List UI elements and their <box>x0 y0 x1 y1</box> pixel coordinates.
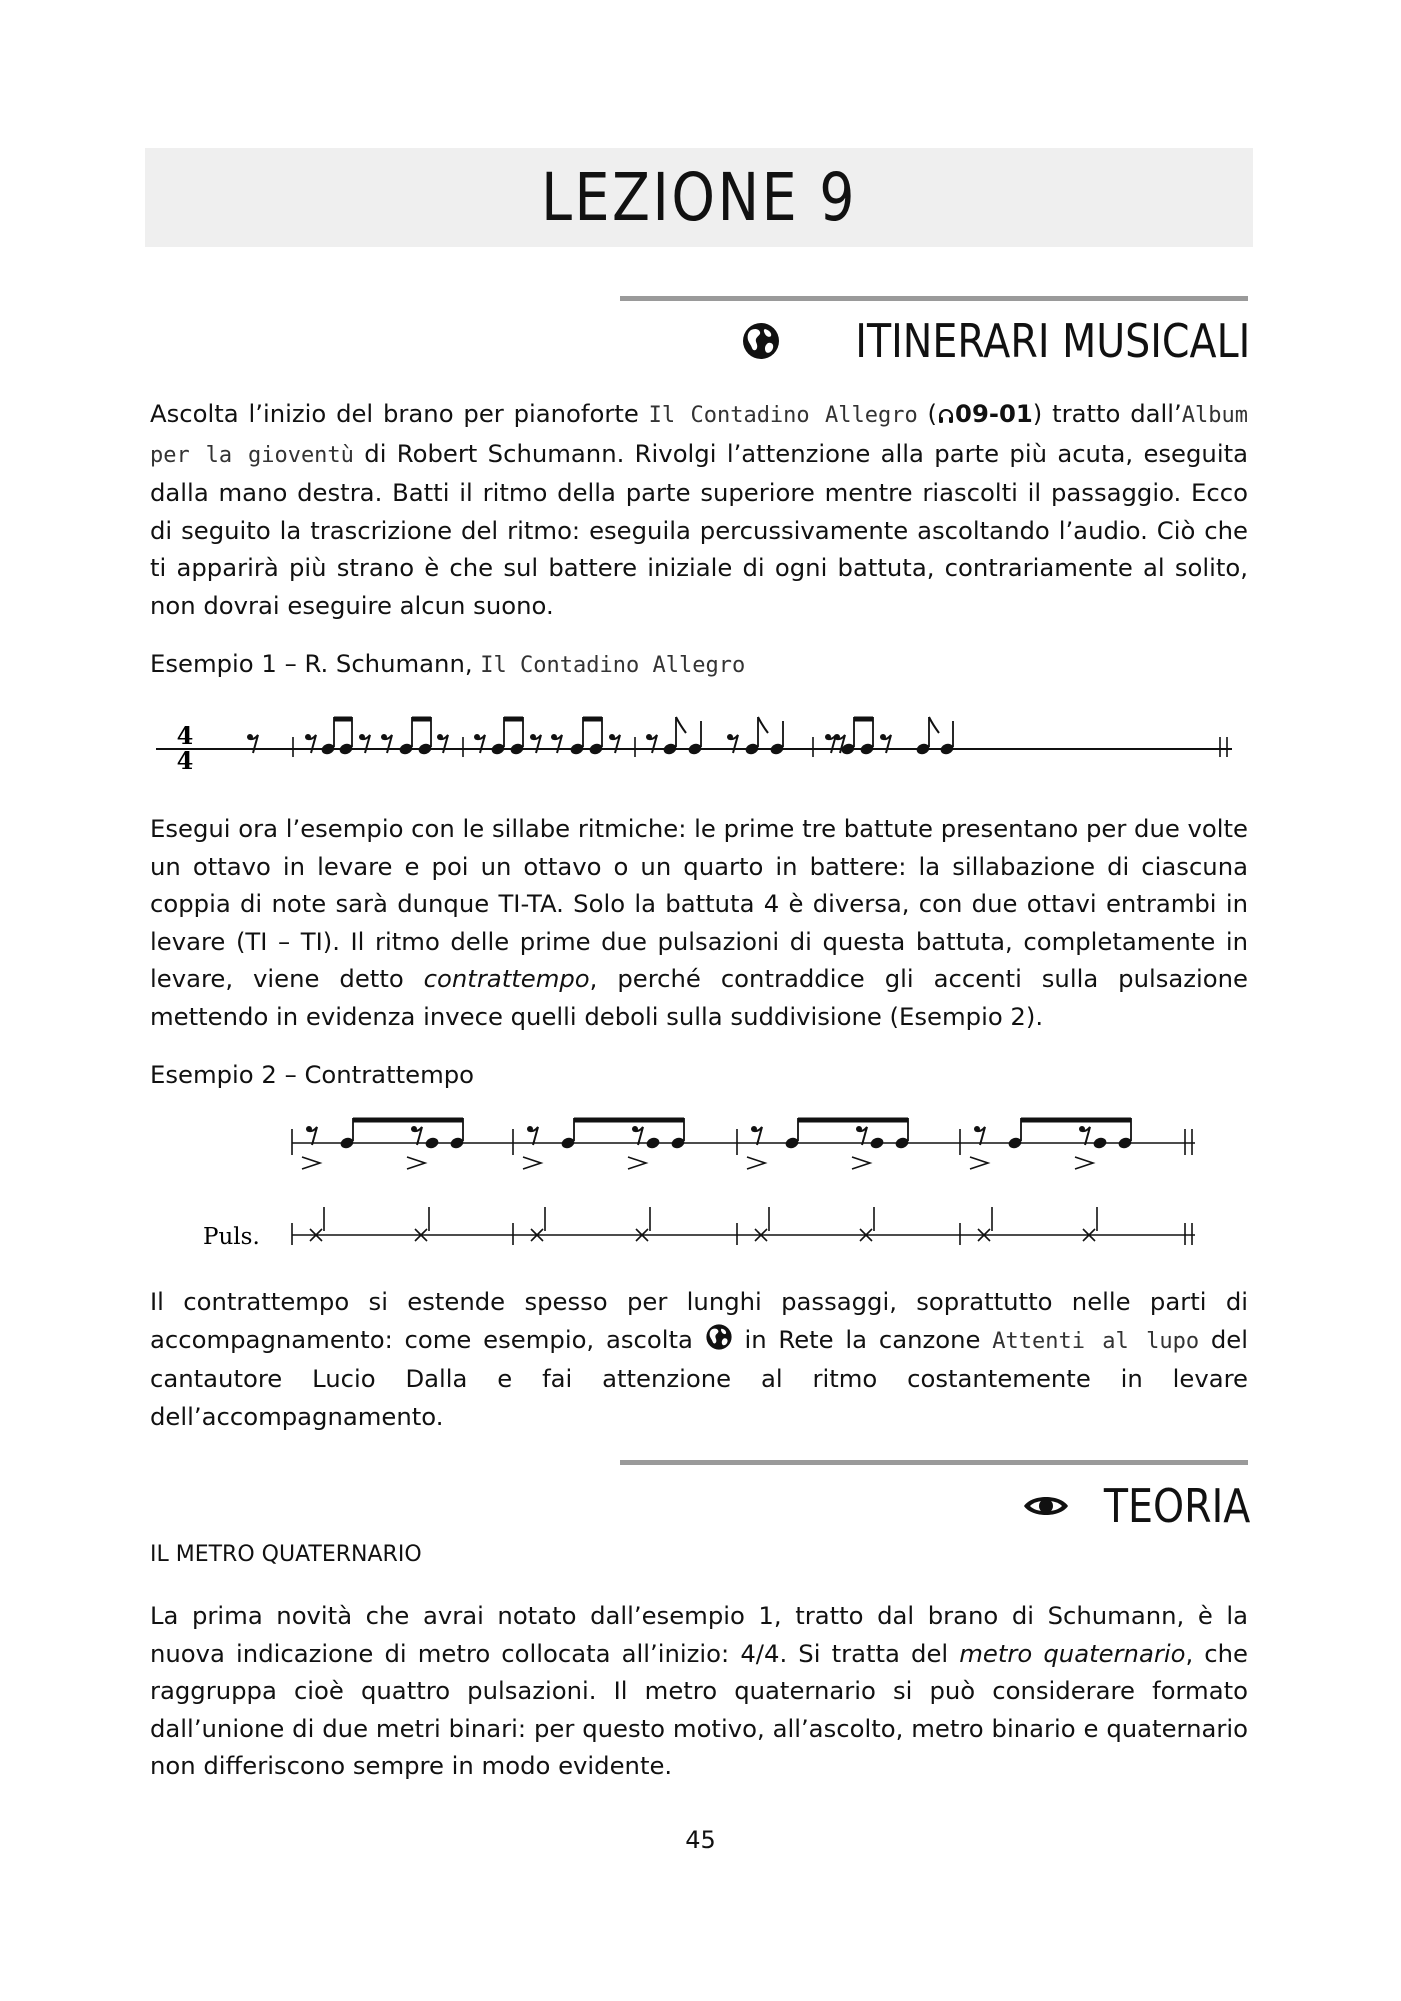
notehead <box>869 1136 885 1150</box>
rhythm-staff <box>150 700 1250 776</box>
section-divider <box>620 1460 1248 1465</box>
intro-paragraph <box>150 395 1248 625</box>
example-1-rhythm <box>150 700 1250 776</box>
example-1-caption <box>150 647 745 683</box>
accent-mark <box>523 1157 541 1169</box>
flag <box>929 717 939 733</box>
globe-icon <box>705 1323 733 1351</box>
page-number: 45 <box>685 1826 716 1854</box>
example-2-diagram <box>195 1098 1205 1254</box>
accent-mark <box>628 1157 646 1169</box>
text-run: La prima novità che avrai notato dall’esempio 1, tratto dal brano di Schumann, è la nuova indicazione di metro collocata all’inizio: 4/4. Si tratta del <box>150 1601 1248 1668</box>
accent-mark <box>302 1157 320 1169</box>
piece-title: Il Contadino Allegro <box>648 403 918 428</box>
theory-paragraph <box>150 1597 1248 1785</box>
text-run: in Rete la canzone <box>732 1324 993 1354</box>
track-number: 09-01 <box>955 399 1033 428</box>
caption-piece-title: Il Contadino Allegro <box>480 653 746 678</box>
text-run: del cantautore Lucio Dalla e fai attenzione al ritmo costantemente in levare dell’accompagnamento. <box>150 1324 1248 1431</box>
time-signature-top: 4 <box>176 721 194 750</box>
accent-mark <box>407 1157 425 1169</box>
text-run: Il contrattempo si estende spesso per lunghi passaggi, soprattutto nelle parti di accompagnamento: come esempio, ascolta <box>150 1287 1248 1354</box>
accent-mark <box>852 1157 870 1169</box>
flag <box>676 717 686 733</box>
time-signature-bottom: 4 <box>176 746 194 775</box>
section-header-itinerari <box>741 313 1250 369</box>
accompaniment-paragraph <box>150 1283 1248 1435</box>
lesson-title: LEZIONE 9 <box>541 159 857 236</box>
text-run: , perché contraddice gli accenti sulla pulsazione mettendo in evidenza invece quelli deboli sulla suddivisione (Esempio 2). <box>150 964 1249 1031</box>
accent-mark <box>970 1157 988 1169</box>
term-contrattempo: contrattempo <box>423 964 590 994</box>
text-run: di Robert Schumann. Rivolgi l’attenzione alla parte più acuta, eseguita dalla mano destra. Batti il ritmo della parte superiore mentre riascolti il passaggio. Ecco di seguito la trascrizione del ritmo: eseguila percussivamente ascoltando l’audio. Ciò che ti apparirà più strano è che sul battere iniziale di ogni battuta, contrariamente al solito, non dovrai eseguire alcun suono. <box>150 438 1248 620</box>
example-2-caption: Esempio 2 – Contrattempo <box>150 1060 475 1089</box>
notehead <box>645 1136 661 1150</box>
caption-text: Esempio 1 – R. Schumann, <box>150 649 481 678</box>
section-title-teoria: TEORIA <box>1103 1479 1250 1533</box>
pulse-label: Puls. <box>203 1224 260 1250</box>
text-run: Ascolta l’inizio del brano per pianoforte <box>150 399 649 428</box>
song-title: Attenti al lupo <box>992 1328 1200 1354</box>
section-divider <box>620 296 1248 301</box>
text-run: Esegui ora l’esempio con le sillabe ritmiche: le prime tre battute presentano per due volte un ottavo in levare e poi un ottavo o un quarto in battere: la sillabazione di ciascuna coppia di note sarà dunque TI-TA. Solo la battuta 4 è diversa, con due ottavi entrambi in levare (TI – TI). Il ritmo delle prime due pulsazioni di questa battuta, completamente in levare, viene detto <box>150 814 1248 994</box>
contrattempo-diagram <box>195 1098 1205 1254</box>
text-run: , che raggruppa cioè quattro pulsazioni. Il metro quaternario si può considerare formato dall’unione di due metri binari: per questo motivo, all’ascolto, metro binario e quaternario non differiscono sempre in modo evidente. <box>150 1638 1248 1781</box>
flag <box>758 717 768 733</box>
accent-mark <box>1075 1157 1093 1169</box>
lesson-title-band <box>145 148 1253 247</box>
album-title: Album per la gioventù <box>150 403 1248 468</box>
theory-subheading: IL METRO QUATERNARIO <box>150 1542 422 1567</box>
text-run: ) tratto dall’ <box>1032 399 1182 428</box>
notehead <box>424 1136 440 1150</box>
text-run: ( <box>917 399 938 428</box>
syllables-paragraph <box>150 810 1248 1036</box>
globe-icon <box>741 321 781 361</box>
section-header-teoria <box>1022 1478 1250 1534</box>
headphones-icon <box>937 407 955 425</box>
notehead <box>1092 1136 1108 1150</box>
accent-mark <box>747 1157 765 1169</box>
section-title-itinerari: ITINERARI MUSICALI <box>854 314 1250 368</box>
term-metro-quaternario: metro quaternario <box>959 1638 1186 1668</box>
eye-icon <box>1022 1491 1070 1521</box>
